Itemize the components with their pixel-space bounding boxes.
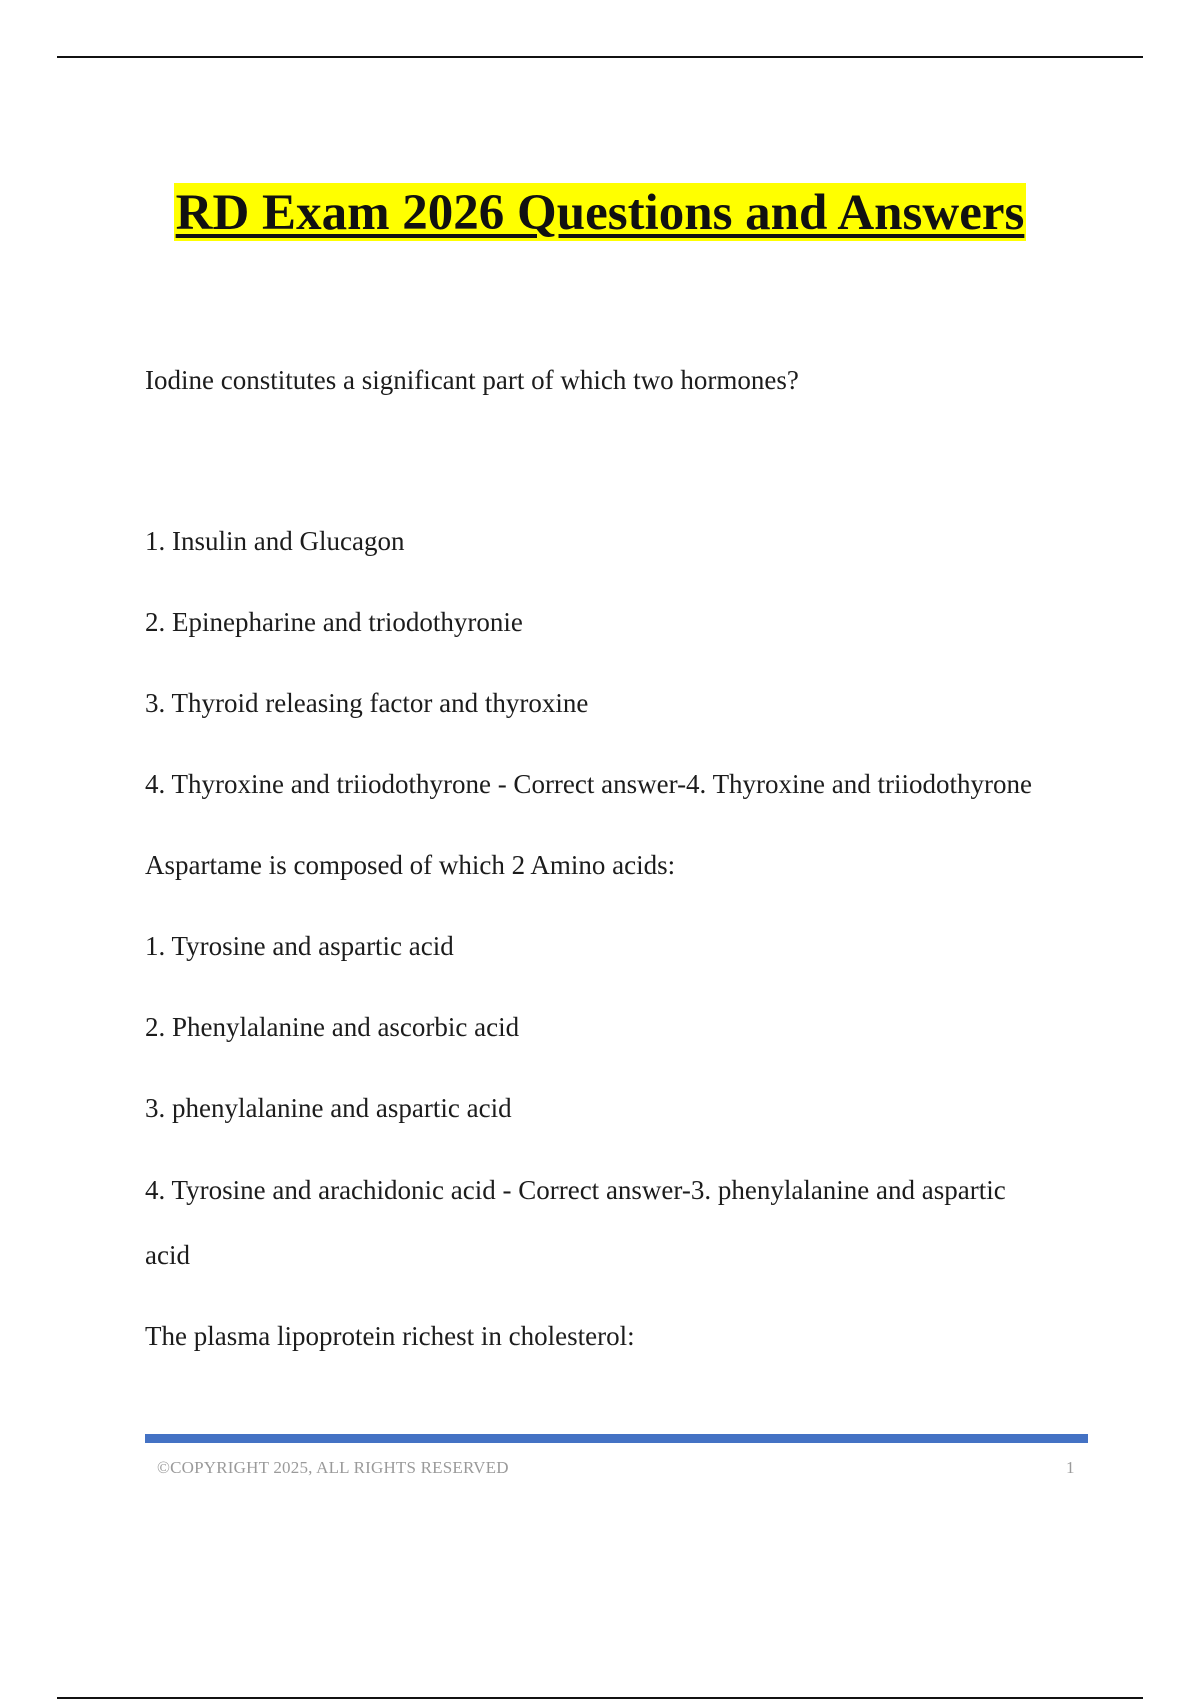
question-2-option-4-answer: 4. Tyrosine and arachidonic acid - Correct answer-3. phenylalanine and aspartic bbox=[145, 1175, 1006, 1205]
question-1-option-2: 2. Epinepharine and triodothyronie bbox=[145, 607, 523, 637]
footer-page-number: 1 bbox=[1066, 1458, 1075, 1477]
question-2-text: Aspartame is composed of which 2 Amino acids: bbox=[145, 850, 676, 880]
document-title: RD Exam 2026 Questions and Answers bbox=[175, 185, 1025, 241]
question-2-option-3: 3. phenylalanine and aspartic acid bbox=[145, 1093, 512, 1123]
question-1-option-3: 3. Thyroid releasing factor and thyroxine bbox=[145, 688, 589, 718]
footer-divider-bar bbox=[145, 1434, 1088, 1443]
bottom-border-rule bbox=[57, 1697, 1143, 1699]
question-3-text: The plasma lipoprotein richest in cholesterol: bbox=[145, 1321, 635, 1351]
question-1-option-4-answer: 4. Thyroxine and triiodothyrone - Correct answer-4. Thyroxine and triiodothyrone bbox=[145, 769, 1032, 799]
question-2-option-2: 2. Phenylalanine and ascorbic acid bbox=[145, 1012, 520, 1042]
question-2-answer-continuation: acid bbox=[145, 1240, 190, 1270]
title-container bbox=[0, 183, 1200, 241]
question-1-text: Iodine constitutes a significant part of which two hormones? bbox=[145, 365, 799, 395]
footer-copyright: ©COPYRIGHT 2025, ALL RIGHTS RESERVED bbox=[157, 1458, 509, 1477]
question-2-option-1: 1. Tyrosine and aspartic acid bbox=[145, 931, 454, 961]
top-border-rule bbox=[57, 56, 1143, 58]
question-1-option-1: 1. Insulin and Glucagon bbox=[145, 526, 405, 556]
